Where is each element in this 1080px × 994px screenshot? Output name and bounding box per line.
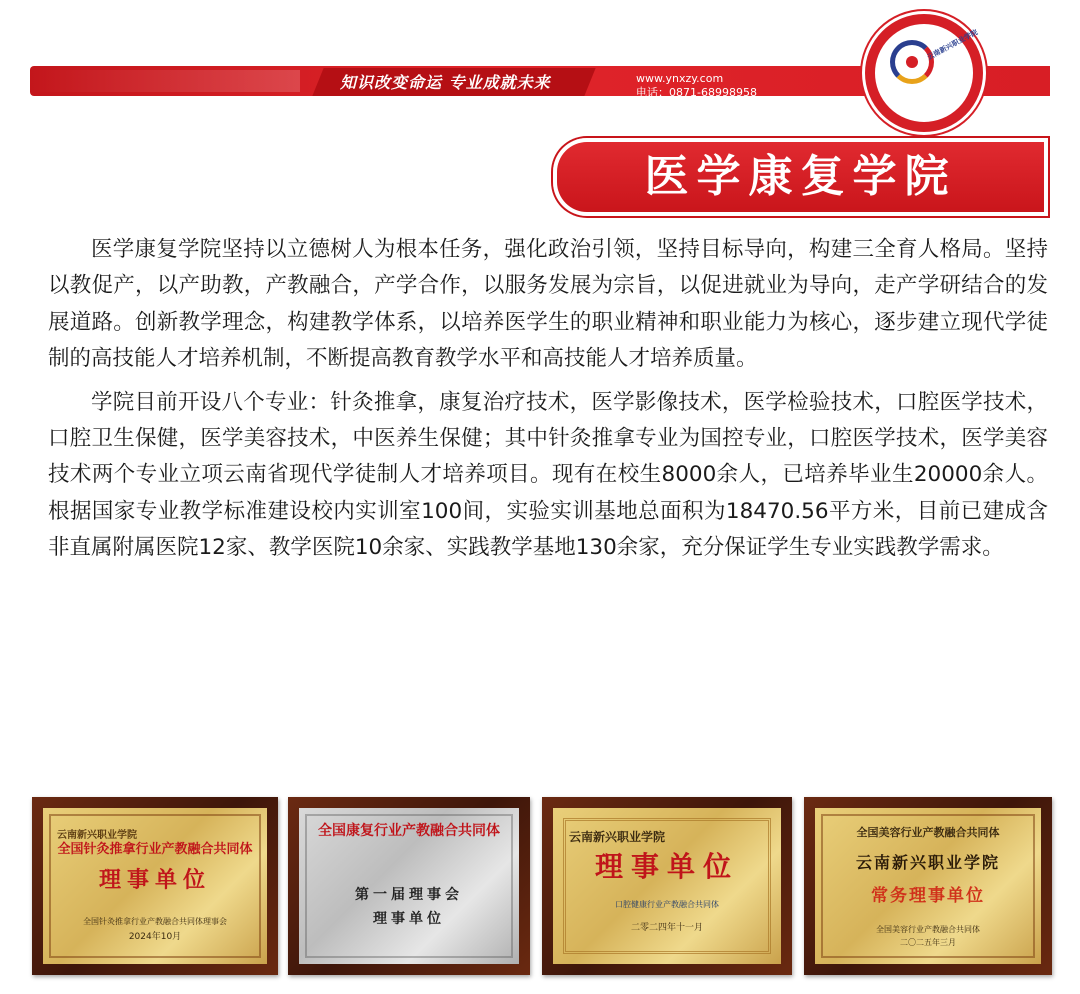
plaque-org: 云南新兴职业学院 — [569, 830, 666, 844]
plaque-line1: 全国康复行业产教融合共同体 — [318, 823, 500, 839]
contact-info — [636, 72, 757, 100]
plaque-org: 云南新兴职业学院 — [57, 830, 137, 841]
plaque-line1: 全国美容行业产教融合共同体 — [856, 826, 1000, 839]
page-title: 医学康复学院 — [644, 151, 957, 202]
plaque-issuer: 全国美容行业产教融合共同体 — [876, 925, 980, 934]
plaque-issuer: 全国针灸推拿行业产教融合共同体理事会 — [83, 917, 227, 926]
plaque-issuer: 口腔健康行业产教融合共同体 — [615, 900, 719, 909]
plaque-line2: 理事单位 — [98, 868, 211, 893]
plaque-rehab — [288, 797, 530, 975]
plaque-line2: 常务理事单位 — [871, 886, 985, 906]
plaque-beauty — [804, 797, 1052, 975]
plaque-line2: 第一届理事会 — [355, 887, 463, 903]
plaque-date: 2024年10月 — [128, 932, 182, 942]
plaque-line1: 理事单位 — [594, 850, 739, 883]
logo-text: 云南新兴职业学院 — [925, 28, 980, 62]
phone-number: 电话：0871-68998958 — [636, 86, 757, 99]
plaque-oral — [542, 797, 792, 975]
plaque-date: 二〇二五年三月 — [900, 938, 956, 947]
slogan: 知识改变命运 专业成就未来 — [340, 73, 551, 92]
paragraph: 医学康复学院坚持以立德树人为根本任务，强化政治引领，坚持目标导向，构建三全育人格局。坚持以教促产，以产助教，产教融合，产学合作，以服务发展为宗旨，以促进就业为导向，走产学研结合的发展道路。创新教学理念，构建教学体系，以培养医学生的职业精神和职业能力为核心，逐步建立现代学徒制的高技能人才培养机制，不断提高教育教学水平和高技能人才培养质量。 — [48, 237, 1048, 372]
plaque-gallery — [32, 797, 1052, 977]
paragraph: 学院目前开设八个专业：针灸推拿，康复治疗技术，医学影像技术，医学检验技术，口腔医学技术，口腔卫生保健，医学美容技术，中医养生保健；其中针灸推拿专业为国控专业，口腔医学技术，医学美容技术两个专业立项云南省现代学徒制人才培养项目。现有在校生8000余人，已培养毕业生20000余人。根据国家专业教学标准建设校内实训室100间，实验实训基地总面积为18470.56平方米，目前已建成含非直属附属医院12家、教学医院10余家、实践教学基地130余家，充分保证学生专业实践教学需求。 — [48, 389, 1048, 561]
website-link[interactable]: www.ynxzy.com — [636, 72, 724, 85]
plaque-org: 云南新兴职业学院 — [855, 853, 1000, 872]
logo-emblem-icon — [890, 40, 934, 84]
plaque-acupuncture — [32, 797, 278, 975]
plaque-line1: 全国针灸推拿行业产教融合共同体 — [57, 842, 253, 857]
body-text — [48, 232, 1048, 574]
plaque-line3: 理事单位 — [373, 911, 445, 927]
plaque-date: 二零二四年十一月 — [630, 923, 703, 933]
